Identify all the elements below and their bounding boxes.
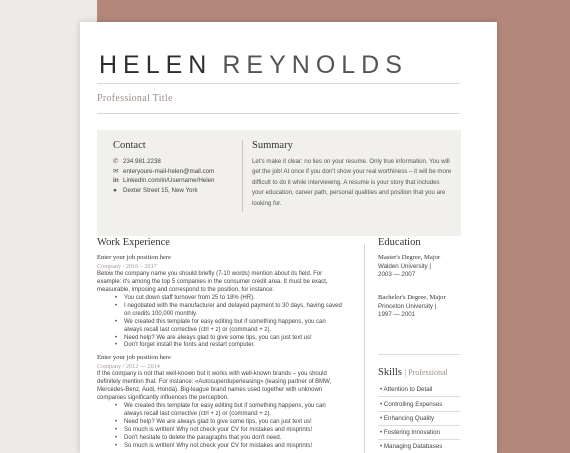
job-title: Enter your job position here (97, 354, 171, 361)
skill-item: • Controlling Expenses (380, 401, 443, 408)
job-bullets (115, 403, 344, 450)
job-description: If the company is not that well-known but it works with well-known brands – you should definitely mention that. For instance: «Autosuperduperleasing» (leasing partner of BMW, Mercedes-Benz, Audi, Honda). Big-league brand names used together with unknown companies significantly influences the perception. (97, 371, 332, 401)
skill-item: • Managing Databases (380, 443, 443, 450)
skill-item: • Attention to Detail (380, 386, 433, 393)
skill-divider (378, 425, 460, 426)
skill-divider (378, 396, 460, 397)
skills-heading: Skills | Professional (378, 367, 448, 378)
title-divider (97, 113, 460, 114)
list-item: • We created this template for easy editing but if something happens, you can always recall last corrective (ctrl + z) or (command + z). (115, 318, 326, 333)
job-company: Company / 2016 – 2017 (97, 263, 157, 270)
education-years: 2003 — 2007 (378, 271, 416, 278)
job-description: Below the company name you should briefly (7-10 words) mention about its field. For example: it's among the top 5 companies in the consumer credit area. It must be exact, measurable, imposing and correspond to the position, for instance: (97, 271, 328, 293)
list-item: • So much is written! Why not check your CV for mistakes and misprints! (115, 426, 313, 433)
skills-subheading: Professional (408, 368, 448, 377)
first-name: HELEN (99, 51, 213, 79)
contact-heading: Contact (113, 140, 146, 151)
summary-heading: Summary (252, 140, 293, 151)
mail-icon: ✉ (113, 168, 119, 175)
contact-summary-panel (97, 130, 461, 236)
skill-divider (378, 411, 460, 412)
summary-text: Let's make it clear: no lies on your resume. Only true information. You will get the job! At once if you don't show your real worthiness – it will be more difficult to do it while interviewing. A resume is your story that includes your education, career path, personal qualities and position that you are looking for. (252, 158, 452, 207)
job-bullets (115, 295, 344, 350)
list-item: • Don't hesitate to delete the paragraphs that you don't need. (115, 434, 282, 441)
education-years: 1997 — 2001 (378, 311, 416, 318)
skill-divider (378, 439, 460, 440)
skill-item: • Fostering Innovation (380, 429, 440, 436)
contact-phone: ✆ 234.981.2238 (113, 158, 161, 165)
linkedin-icon: in (113, 177, 119, 184)
skill-item: • Enhancing Quality (380, 415, 435, 422)
list-item: • Don't forget install the fonts and restart computer. (115, 342, 255, 349)
phone-icon: ✆ (113, 158, 119, 165)
name-divider (97, 83, 460, 84)
list-item: • Need help? We are always glad to give some tips, you can just text us! (115, 418, 312, 425)
list-item: • Need help? We are always glad to give some tips, you can just text us! (115, 334, 312, 341)
professional-title: Professional Title (97, 93, 173, 104)
education-heading: Education (378, 237, 421, 248)
resume-page (80, 22, 497, 453)
contact-linkedin: in LinkedIn.com/in/Username/Helen (113, 177, 215, 184)
resume-name (99, 51, 408, 80)
list-item: • I negotiated with the manufacturer and delayed payment to 30 days, having saved on credits 100,000 monthly. (115, 302, 342, 317)
work-heading: Work Experience (97, 237, 170, 248)
location-icon: ● (113, 187, 117, 194)
education-school: Princeton University | (378, 303, 437, 310)
education-degree: Bachelor's Degree, Major (378, 294, 446, 301)
panel-separator (242, 140, 243, 212)
column-divider (364, 244, 365, 453)
contact-email: ✉ enteryoure-mail-helen@mail.com (113, 168, 215, 175)
list-item: • So much is written! Why not check your CV for mistakes and misprints! (115, 442, 313, 449)
last-name: REYNOLDS (222, 51, 408, 79)
list-item: • You cut down staff turnover from 25 to 18% (HR). (115, 295, 255, 301)
job-title: Enter your job position here (97, 254, 171, 261)
section-divider (378, 354, 460, 355)
job-company: Company / 2012 — 2014 (97, 363, 160, 370)
education-school: Walden University | (378, 263, 431, 270)
contact-address: ● Dexter Street 15, New York (113, 187, 198, 194)
list-item: • We created this template for easy editing but if something happens, you can always recall last corrective (ctrl + z) or (command + z). (115, 403, 326, 417)
education-degree: Master's Degree, Major (378, 254, 441, 261)
